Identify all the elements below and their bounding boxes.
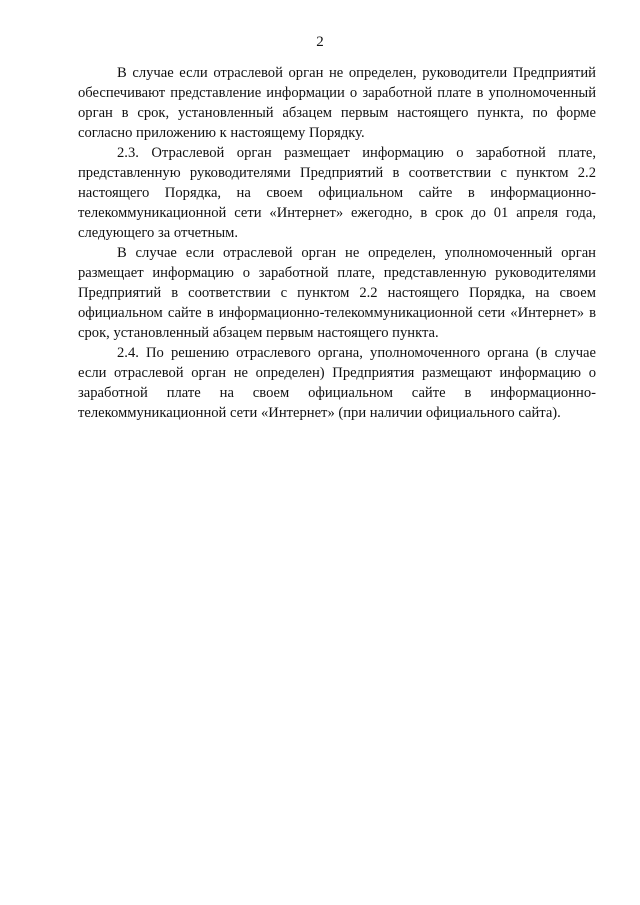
document-body [78,63,596,423]
paragraph-2-4: 2.4. По решению отраслевого органа, уполномоченного органа (в случае если отраслевой орган не определен) Предприятия размещают информацию о заработной плате на своем официальном сайте в информационно-телекоммуникационной сети «Интернет» (при наличии официального сайта). [78,345,596,421]
paragraph-2-3: 2.3. Отраслевой орган размещает информацию о заработной плате, представленную руководителями Предприятий в соответствии с пунктом 2.2 настоящего Порядка, на своем официальном сайте в информационно-телекоммуникационной сети «Интернет» ежегодно, в срок до 01 апреля года, следующего за отчетным. [78,145,596,241]
paragraph-no-sector-body-submission: В случае если отраслевой орган не определен, руководители Предприятий обеспечивают представление информации о заработной плате в уполномоченный орган в срок, установленный абзацем первым настоящего пункта, по форме согласно приложению к настоящему Порядку. [78,65,596,141]
paragraph-authorized-body-publication: В случае если отраслевой орган не определен, уполномоченный орган размещает информацию о заработной плате, представленную руководителями Предприятий в соответствии с пунктом 2.2 настоящего Порядка, на своем официальном сайте в информационно-телекоммуникационной сети «Интернет» в срок, установленный абзацем первым настоящего пункта. [78,245,596,341]
page-number: 2 [316,34,324,50]
